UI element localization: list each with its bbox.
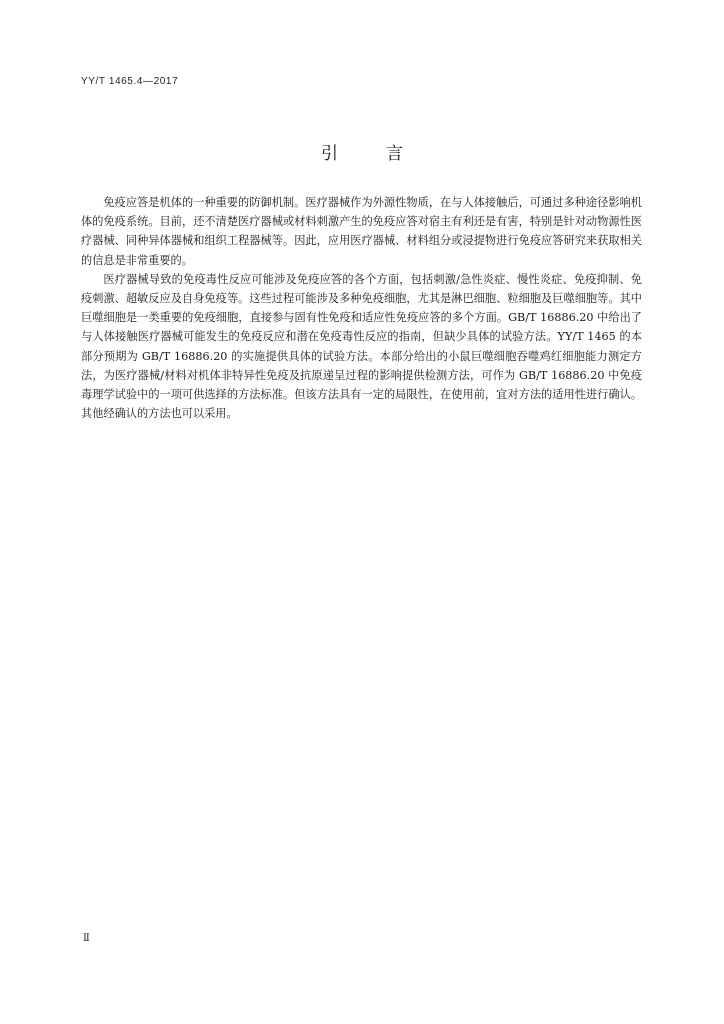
paragraph-2: 医疗器械导致的免疫毒性反应可能涉及免疫应答的各个方面，包括刺激/急性炎症、慢性炎症、免疫抑制、免疫刺激、超敏反应及自身免疫等。这些过程可能涉及多种免疫细胞，尤其是淋巴细胞、粒细胞及巨噬细胞等。其中巨噬细胞是一类重要的免疫细胞，直接参与固有性免疫和适应性免疫应答的多个方面。GB/T 16886.20 中给出了与人体接触医疗器械可能发生的免疫反应和潜在免疫毒性反应的指南，但缺少具体的试验方法。YY/T 1465 的本部分预期为 GB/T 16886.20 的实施提供具体的试验方法。本部分给出的小鼠巨噬细胞吞噬鸡红细胞能力测定方法，为医疗器械/材料对机体非特异性免疫及抗原递呈过程的影响提供检测方法，可作为 GB/T 16886.20 中免疫毒理学试验中的一项可供选择的方法标准。但该方法具有一定的局限性，在使用前，宜对方法的适用性进行确认。其他经确认的方法也可以采用。 xyxy=(81,272,642,421)
standard-code: YY/T 1465.4—2017 xyxy=(81,76,179,87)
section-title: 引言 xyxy=(321,144,451,164)
page-number: Ⅱ xyxy=(83,933,90,944)
paragraph-1: 免疫应答是机体的一种重要的防御机制。医疗器械作为外源性物质，在与人体接触后，可通过多种途径影响机体的免疫系统。目前，还不清楚医疗器械或材料刺激产生的免疫应答对宿主有利还是有害，特别是针对动物源性医疗器械、同种异体器械和组织工程器械等。因此，应用医疗器械、材料组分或浸提物进行免疫应答研究来获取相关的信息是非常重要的。 xyxy=(81,196,642,267)
body-text xyxy=(81,193,642,423)
